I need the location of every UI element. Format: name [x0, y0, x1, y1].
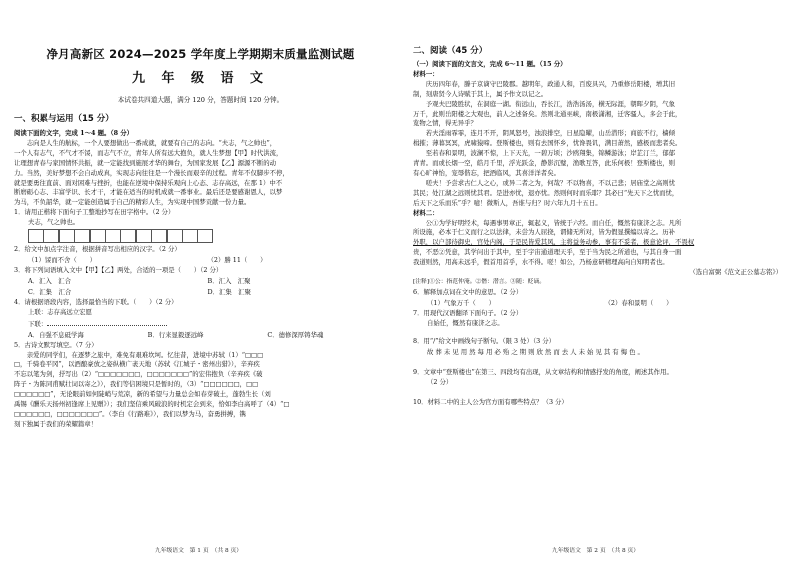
material-1-line: 有心旷神怡，宠辱偕忘，把酒临风，其喜洋洋者矣。: [413, 168, 560, 177]
question-2-item: （1）馁而不舍（ ）: [28, 255, 96, 264]
option-b: B．汇入 汇聚: [207, 276, 251, 285]
option-b: B．行来显毅逐远峰: [147, 330, 204, 339]
question-1: 1．请用正楷将下面句子工整地抄写在田字格中。（2 分）: [14, 208, 175, 217]
material-1-line: 制，刻唐贤今人诗赋于其上，属予作文以记之。: [413, 89, 548, 98]
question-1-text: 夫志，气之帅也。: [28, 218, 80, 227]
material-2-line: 所设施，必本于仁义而行之以法律，未尝为人屈挠，谓储无所对，皆为假显撰编以寄之。历补: [413, 228, 676, 237]
page-2: [397, 0, 794, 561]
answer-blank[interactable]: [47, 318, 167, 326]
question-10: 10．材料二中的主人公为官方面有哪些特点？（3 分）: [413, 398, 568, 407]
question-2-item: （2）勝 11（ ）: [207, 255, 267, 264]
material-1-line: 予观夫巴陵胜状，在洞庭一湖。衔远山，吞长江，浩浩汤汤，横无际涯，朝晖夕阴，气象: [425, 99, 676, 108]
question-6: 6．解释加点词在文中的意思。（2 分）: [413, 287, 523, 296]
poem-fill-line: □，千骑卷平冈”，以酒酿豪放之姿纵横广袤天地（苏轼《江城子・密州出猎》），辛弃疾: [14, 360, 260, 369]
poem-fill-line: 亲爱的同学们，在逐梦之旅中，难免有艰难坎坷。忆往昔，进境中苏轼（1）“□□□: [26, 350, 264, 359]
material-1-line: 庆历四年春，滕子京谪守巴陵郡。越明年，政通人和，百废具兴，乃重修岳阳楼，增其旧: [425, 79, 676, 88]
material-1-line: 览物之情，得无异乎？: [413, 119, 477, 128]
material-1-line: 其民；处江湖之远则忧其君。是进亦忧，退亦忧。然则何时而乐耶？其必曰“先天下之忧而忧，: [413, 188, 679, 197]
passage-line: 让理想青春与家国情怀共振，就一定能找到施展才华的舞台，为国家发展【乙】源源不断的动: [14, 158, 277, 167]
poem-fill-line: 禹锡《酬乐天扬州初逢席上见赠》）；我们坚信乘风破浪的时机定会到来，恰如李白高呼了（4）“□: [14, 400, 290, 409]
passage-line: 一个人有志气，不气才不馁，而志气不立，青年人所有远大抱负，就人生梦想【甲】时代洪流，: [14, 148, 283, 157]
exam-title: 净月高新区 2024—2025 学年度上学期期末质量监测试题: [46, 47, 355, 61]
option-a: A．汇入 汇合: [28, 276, 71, 285]
poem-fill-line: □□□□□□，□□□□□□□”。（李白《行路难》），我们以梦为马，奋勇拼搏，镌: [14, 409, 246, 418]
material-1-line: 至若春和景明，波澜不惊，上下天光，一碧万顷；沙鸥翔集，锦鳞游泳；岸芷汀兰，郁郁: [425, 149, 676, 158]
material-1-line: 万千，此则岳阳楼之大观也，前人之述备矣。然则北通巫峡，南极潇湘，迁客骚人，多会于此，: [413, 109, 682, 118]
material-1-line: 楫摧；薄暮冥冥，虎啸猿啼。登斯楼也，则有去国怀乡，忧谗畏讥，满目萧然，感极而悲者矣。: [413, 139, 682, 148]
question-6-item: （2）春和景明（ ）: [604, 298, 673, 307]
option-a: A．自强不息砥学海: [28, 330, 84, 339]
material-1-line: 若夫淫雨霏霏，连月不开，阴风怒号，浊浪排空，日星隐曜，山岳潜形；商旅不行，樯倾: [425, 129, 676, 138]
material-1-line: 青青。而或长烟一空，皓月千里，浮光跃金，静影沉璧，渔歌互答，此乐何极！登斯楼也，则: [413, 159, 676, 168]
question-8: 8．用“/”给文中画线句子断句。（限 3 处）（3 分）: [413, 336, 556, 345]
subsection-heading: （一）阅读下面的文言文，完成 6～11 题。（15 分）: [413, 60, 567, 68]
passage-line: 为马，不负韶华，就一定能创造属于自己的精彩人生，为实现中国梦贡献一份力量。: [14, 198, 251, 207]
exam-subject: 九 年 级 语 文: [131, 71, 270, 86]
material-2-line: 外职，以户部待御史，官处内阁，于是民皆爱其风，主将益务动参，事有不妥者，极意论评，不畏权: [413, 238, 695, 247]
passage-line: 志向是人生的航标，一个人要想做出一番成就，就要有自己的志向。“夫志，气之帅也”，: [26, 138, 277, 147]
passage-line: 力。当然，美好梦想不会自动成真，实现志向往往是一个漫长而艰辛的过程。青年不仅脚步不停，: [14, 168, 289, 177]
question-3: 3．将下列词语填入文中【甲】【乙】两处，合适的一项是（ ）（2 分）: [14, 265, 223, 274]
passage-intro: 阅读下面的文字，完成 1～4 题。（8 分）: [14, 129, 134, 137]
question-5: 5．古诗文默写填空。（7 分）: [14, 340, 98, 349]
question-2: 2．给文中加点字注音，根据拼音写出相应的汉字。（2 分）: [14, 245, 181, 254]
writing-grid[interactable]: [28, 229, 387, 243]
couplet-upper: 上联：志存高远立宏愿: [28, 307, 92, 316]
option-c: C．汇集 汇合: [28, 287, 72, 296]
question-9-score: （2 分）: [427, 378, 453, 387]
question-8-sentence: 故 葬 未 见 用 然 每 用 必 殆 之 期 则 欣 然 而 去 人 未 始 见 其 有 悔 色 。: [427, 348, 644, 357]
question-9: 9．文章中“登斯楼也”在第三、四段均有出现，从文章结构和情感抒发的角度，阐述其作用。: [413, 368, 673, 377]
couplet-lower: [28, 318, 387, 330]
material-2-line: 公①为学好明经术，每遇事男章正，辄起义，皆统于六经。而自任，慨然有康济之志。凡所: [425, 218, 682, 227]
poem-fill-line: 不忘以笔为剑，抒写出（2）“□□□□□□□，□□□□□□□”的宏伟抱负（辛弃疾《破: [14, 370, 263, 379]
question-7: 7．用现代汉语翻译下面句子。（2 分）: [413, 308, 523, 317]
material-2-source: （选自富弼《范文正公墓志铭》）: [689, 268, 782, 277]
section-1-heading: 一、积累与运用（15 分）: [14, 114, 114, 124]
material-2-line: 我道则然，用高未远乎，假首用首乎，水不得。嗟！如公，乃杨意研精理高向自知明者也。: [413, 258, 669, 267]
poem-fill-line: 阵子・为陈同甫赋壮词以寄之》），我们等信困境只是暂时的，（3）“□□□□□□，□□: [14, 380, 259, 389]
question-6-item: （1）气象万千（ ）: [427, 298, 495, 307]
question-7-sentence: 自始任，慨然有康济之志。: [427, 318, 504, 327]
page-footer: 九年级语文 第 1 页 （共 8 页）: [154, 548, 243, 554]
passage-line: 就是要勇往直前、面对困难与挫折，也能在逆境中保持乐观向上心态、志存高远，在那 1）中不: [14, 178, 283, 187]
page-footer: 九年级语文 第 2 页 （共 8 页）: [551, 548, 640, 554]
question-4: 4．请根据语段内容，选择最恰当的下联。（ ）（2 分）: [14, 297, 178, 306]
poem-fill-line: □□□□□□”，无论眼前如何陡峭与荒凉，新的希望与力量总会如春芽破土，蓬勃生长（刘: [14, 390, 271, 399]
annotation-note: [注释]①公：指范仲淹。②僭：潜言。③随：贬谪。: [413, 278, 546, 285]
option-d: D．汇集 汇聚: [207, 287, 251, 296]
material-1-line: 后天下之乐而乐”乎？噫！微斯人，吾谁与归？时六年九月十五日。: [413, 198, 602, 207]
material-1-line: 嗟夫！予尝求古仁人之心，或异二者之为，何哉？不以物喜，不以己悲；居庙堂之高则忧: [425, 178, 676, 187]
material-2-label: 材料二：: [413, 208, 439, 217]
section-2-heading: 二、阅读（45 分）: [413, 46, 488, 56]
material-2-line: 贵，不恶②凭意，其学问出于其中，至于宇宙通道理天乎，至于当为民之所道也，与其自身一面: [413, 248, 682, 257]
option-c: C．德修深厚铸华魂: [267, 330, 324, 339]
poem-fill-line: 刻下独属于我们的荣耀篇章！: [14, 419, 98, 428]
passage-line: 断磨砺心志、丰富学识、长才干，才能在适当的时机成就一番事业。最后还是要感谢恩人，以梦: [14, 188, 283, 197]
exam-info: 本试卷共四道大题，满分 120 分，答题时间 120 分钟。: [117, 96, 284, 104]
material-1-label: 材料一：: [413, 69, 439, 78]
couplet-lower-label: 下联：: [28, 319, 48, 328]
